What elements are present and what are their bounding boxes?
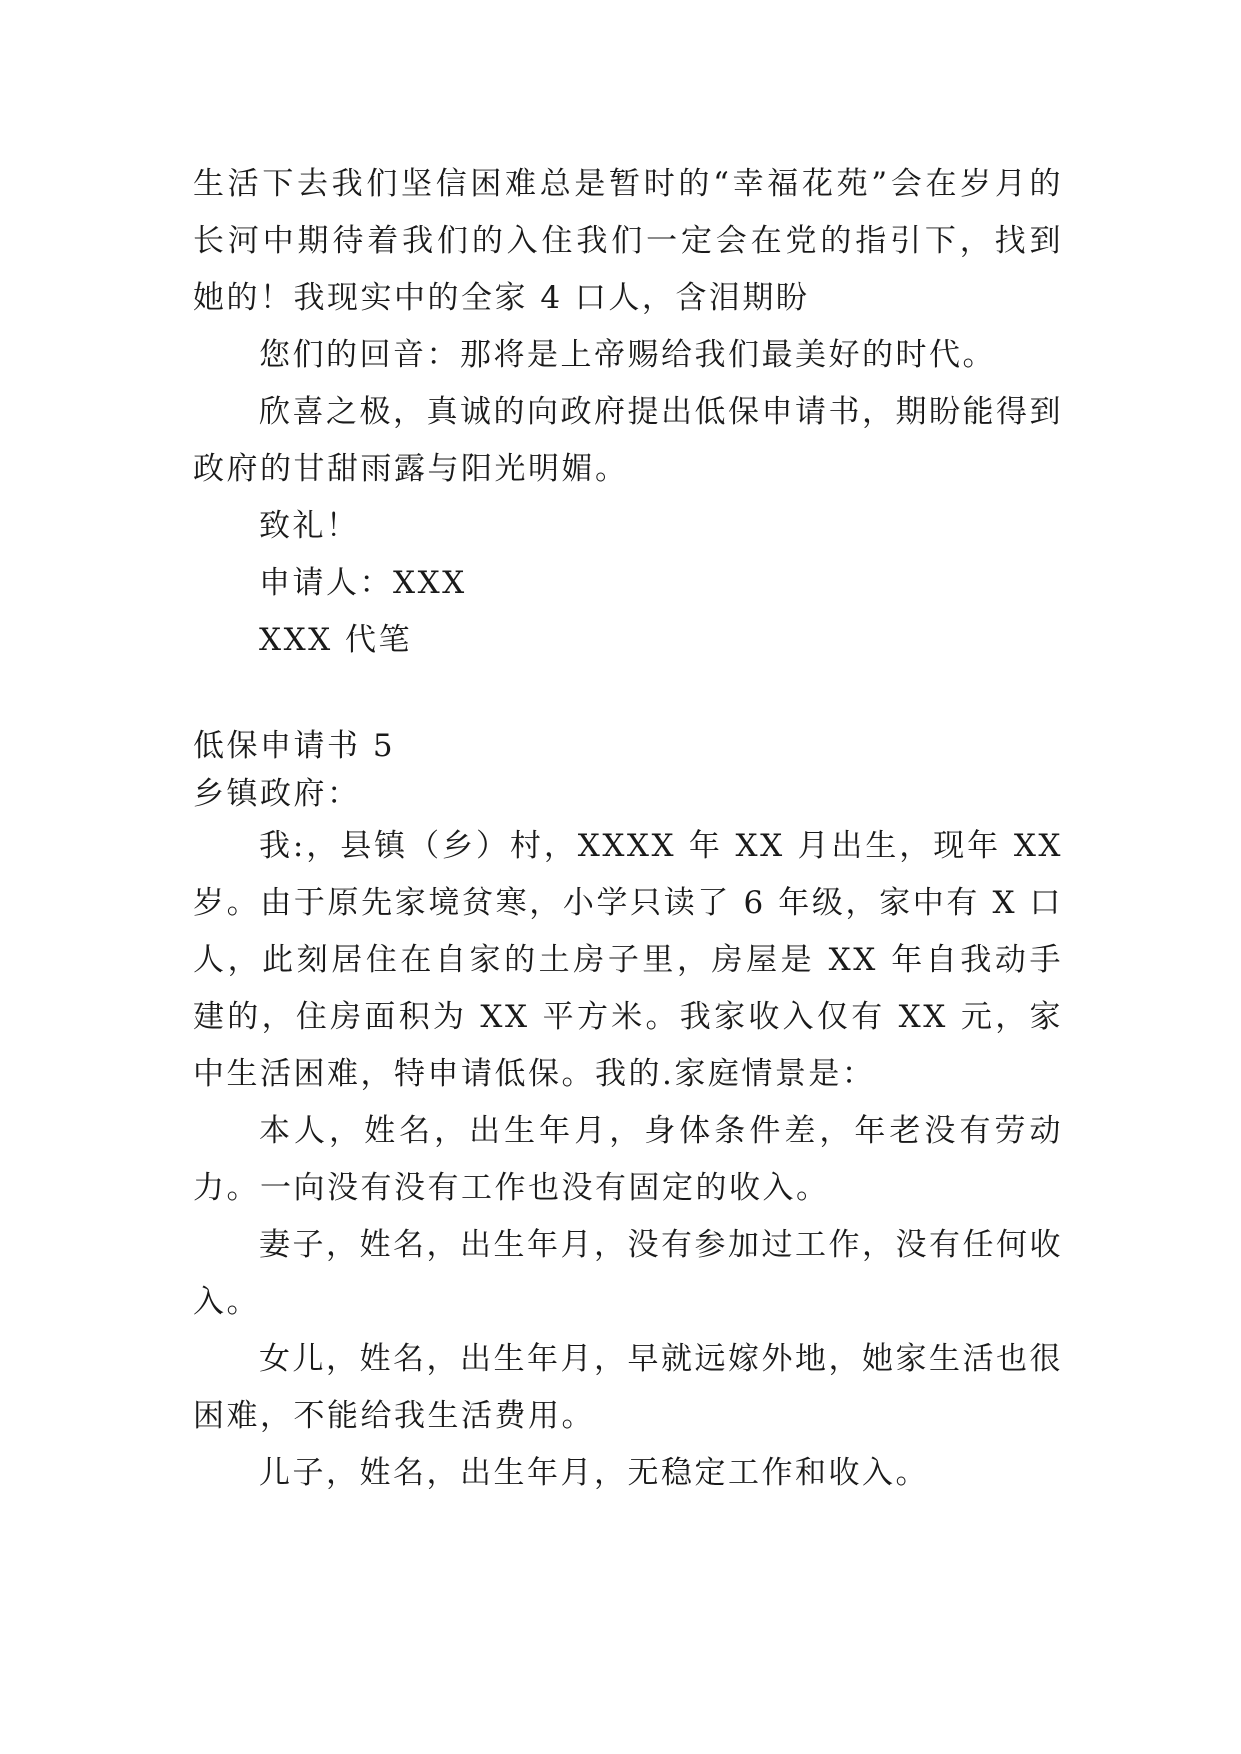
section-paragraph-son: 儿子，姓名，出生年月，无稳定工作和收入。 (259, 1455, 929, 1491)
letter-paragraph-request: 欣喜之极，真诚的向政府提出低保申请书，期盼能得到政府的甘甜雨露与阳光明媚。 (193, 394, 1063, 487)
section-salutation: 乡镇政府： (193, 776, 361, 812)
letter-paragraph-reply: 您们的回音：那将是上帝赐给我们最美好的时代。 (259, 337, 996, 373)
letter-paragraph-continued: 生活下去我们坚信困难总是暂时的“幸福花苑”会在岁月的长河中期待着我们的入住我们一定会在党的指引下，找到她的！我现实中的全家 4 口人，含泪期盼 (193, 166, 1063, 316)
section-paragraph-intro: 我:，县镇（乡）村，XXXX 年 XX 月出生，现年 XX 岁。由于原先家境贫寒，小学只读了 6 年级，家中有 X 口人，此刻居住在自家的土房子里，房屋是 XX 年自我动手建的，住房面积为 XX 平方米。我家收入仅有 XX 元，家中生活困难，特申请低保。我的.家庭情景是： (193, 828, 1063, 1092)
section-paragraph-self: 本人，姓名，出生年月，身体条件差，年老没有劳动力。一向没有没有工作也没有固定的收入。 (193, 1113, 1063, 1206)
section-paragraph-daughter: 女儿，姓名，出生年月，早就远嫁外地，她家生活也很困难，不能给我生活费用。 (193, 1341, 1063, 1434)
document-body (193, 156, 1063, 1502)
section-title: 低保申请书 5 (193, 728, 396, 764)
letter-closing: 致礼！ (259, 508, 360, 544)
letter-applicant: 申请人：XXX (259, 565, 467, 601)
section-paragraph-wife: 妻子，姓名，出生年月，没有参加过工作，没有任何收入。 (193, 1227, 1063, 1320)
letter-proxy: XXX 代笔 (259, 622, 413, 658)
